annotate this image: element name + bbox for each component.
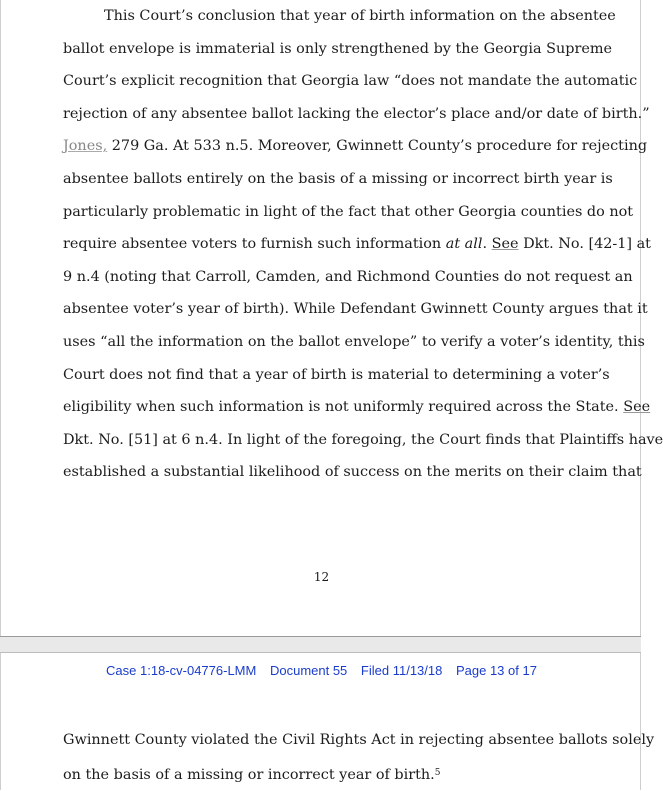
text-line — [63, 130, 648, 163]
text-line: Dkt. No. [51] at 6 n.4. In light of the foregoing, the Court finds that Plaintiffs have — [63, 431, 663, 448]
text-segment: require absentee voters to furnish such information — [63, 236, 446, 253]
page-number: 12 — [313, 570, 330, 584]
citation-signal-see: See — [623, 399, 651, 416]
text-line — [63, 391, 651, 424]
text-segment: eligibility when such information is not uniformly required across the State. — [63, 399, 624, 416]
text-segment: Dkt. No. [42-1] at — [518, 236, 651, 253]
text-line: absentee voter’s year of birth). While Defendant Gwinnett County argues that it — [63, 301, 648, 318]
body-paragraph — [63, 724, 655, 791]
footnote-marker: 5 — [434, 767, 441, 778]
text-line — [63, 757, 603, 791]
filing-header — [1, 663, 642, 678]
body-paragraph — [63, 0, 663, 489]
text-line: Court does not find that a year of birth is material to determining a voter’s — [63, 366, 610, 383]
case-number: Case 1:18-cv-04776-LMM — [106, 663, 257, 678]
text-line: Gwinnett County violated the Civil Rights Act in rejecting absentee ballots solely — [63, 732, 655, 748]
text-segment: on the basis of a missing or incorrect year of birth. — [63, 766, 435, 783]
text-line: Court’s explicit recognition that Georgia law “does not mandate the automatic — [63, 73, 638, 90]
text-line: This Court’s conclusion that year of birth information on the absentee — [104, 8, 616, 24]
page-separator — [0, 636, 641, 653]
text-line: established a substantial likelihood of success on the merits on their claim that — [63, 464, 642, 481]
document-number: Document 55 — [269, 663, 348, 678]
page-count: Page 13 of 17 — [455, 663, 537, 678]
citation-signal-see: See — [491, 236, 519, 253]
page-13 — [0, 653, 655, 790]
text-line: particularly problematic in light of the fact that other Georgia counties do not — [63, 203, 634, 220]
text-line — [63, 228, 651, 261]
text-line: uses “all the information on the ballot envelope” to verify a voter’s identity, this — [63, 333, 645, 350]
text-line: ballot envelope is immaterial is only strengthened by the Georgia Supreme — [63, 40, 613, 57]
text-line: rejection of any absentee ballot lacking the elector’s place and/or date of birth.” — [63, 105, 650, 122]
filed-date: Filed 11/13/18 — [360, 663, 443, 678]
emphasis-text: at all — [445, 236, 483, 253]
citation-link-jones[interactable]: Jones, — [63, 138, 108, 155]
text-segment: . — [482, 236, 492, 253]
text-line: absentee ballots entirely on the basis of a missing or incorrect birth year is — [63, 170, 613, 187]
text-segment: 279 Ga. At 533 n.5. Moreover, Gwinnett County’s procedure for rejecting — [107, 138, 648, 155]
text-line: 9 n.4 (noting that Carroll, Camden, and Richmond Counties do not request an — [63, 268, 633, 285]
